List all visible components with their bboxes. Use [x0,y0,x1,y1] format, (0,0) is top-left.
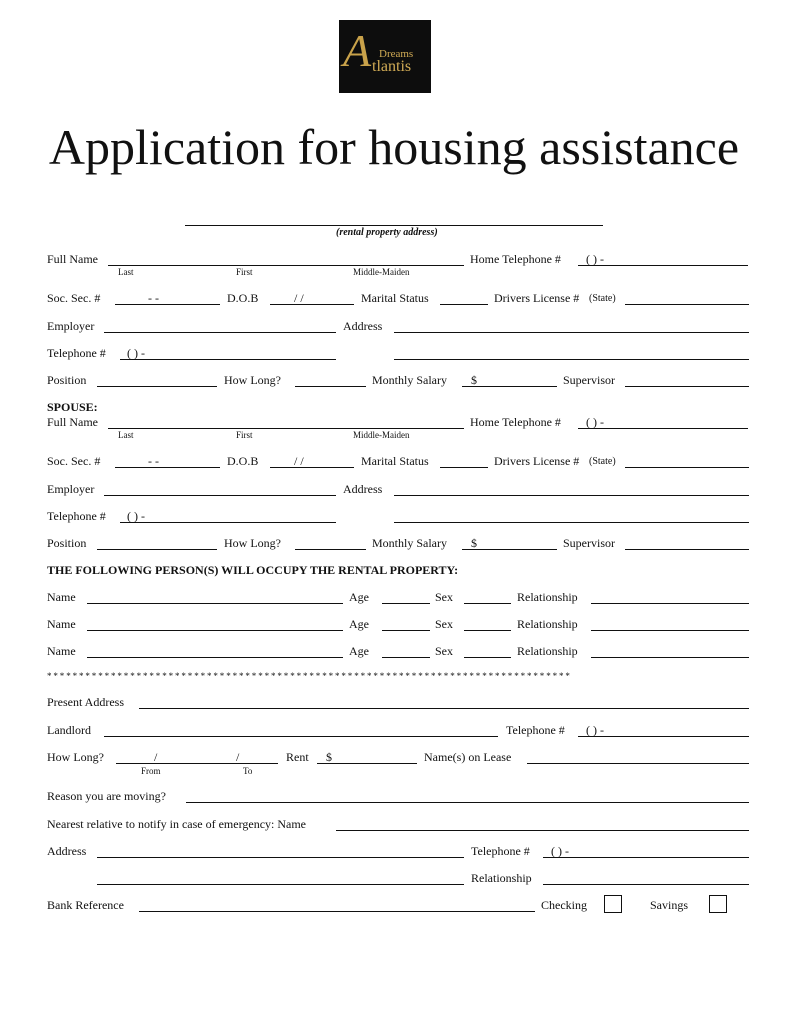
spouse-position-label: Position [47,536,87,550]
occupant-age-label: Age [349,644,369,658]
present-address-label: Present Address [47,695,124,709]
relative-address-label: Address [47,844,87,858]
checking-label: Checking [541,898,587,912]
spouse-dob-field[interactable] [270,467,354,468]
how-long-label: How Long? [224,373,281,387]
spouse-address-field[interactable] [394,495,749,496]
checking-checkbox[interactable] [604,895,622,913]
logo-dreams-text: Dreams [379,48,414,60]
bank-reference-field[interactable] [139,911,535,912]
reason-moving-field[interactable] [186,802,749,803]
to-slash: / [236,750,240,764]
landlord-telephone-label: Telephone # [506,723,565,737]
from-slash: / [154,750,158,764]
spouse-telephone-template: ( ) - [127,509,145,523]
dob-label: D.O.B [227,291,259,305]
savings-checkbox[interactable] [709,895,727,913]
occupant-sex-field[interactable] [464,603,511,604]
landlord-field[interactable] [104,736,498,737]
state-label: (State) [589,293,616,304]
rent-label: Rent [286,750,309,764]
address-label: Address [343,319,383,333]
monthly-salary-label: Monthly Salary [372,373,447,387]
spouse-first-sublabel: First [236,430,253,440]
telephone-field[interactable] [120,359,336,360]
landlord-label: Landlord [47,723,91,737]
address-line2-field[interactable] [394,359,749,360]
reason-moving-label: Reason you are moving? [47,789,166,803]
spouse-ssn-label: Soc. Sec. # [47,454,101,468]
relative-address-field[interactable] [97,857,464,858]
drivers-license-field[interactable] [625,304,749,305]
logo-atlantis-text: tlantis [372,58,412,75]
ssn-field[interactable] [115,304,220,305]
spouse-monthly-salary-label: Monthly Salary [372,536,447,550]
landlord-telephone-template: ( ) - [586,723,604,737]
occupant-name-label: Name [47,590,76,604]
spouse-middle-sublabel: Middle-Maiden [353,430,410,440]
company-logo [339,20,431,93]
ssn-label: Soc. Sec. # [47,291,101,305]
relative-relationship-label: Relationship [471,871,532,885]
occupant-age-field[interactable] [382,657,430,658]
relative-telephone-label: Telephone # [471,844,530,858]
position-field[interactable] [97,386,217,387]
last-sublabel: Last [118,267,134,277]
rental-address-caption: (rental property address) [336,227,438,238]
middle-sublabel: Middle-Maiden [353,267,410,277]
spouse-ssn-template: - - [148,454,159,468]
names-on-lease-field[interactable] [527,763,749,764]
spouse-marital-status-label: Marital Status [361,454,429,468]
names-on-lease-label: Name(s) on Lease [424,750,512,764]
full-name-field[interactable] [108,265,464,266]
supervisor-field[interactable] [625,386,749,387]
employer-field[interactable] [104,332,336,333]
occupant-name-field[interactable] [87,657,343,658]
spouse-how-long-field[interactable] [295,549,366,550]
spouse-drivers-license-field[interactable] [625,467,749,468]
dob-template: / / [294,291,304,305]
occupant-age-label: Age [349,590,369,604]
dollar-sign: $ [471,373,477,387]
rent-field[interactable] [317,763,417,764]
dob-field[interactable] [270,304,354,305]
occupant-relationship-field[interactable] [591,603,749,604]
first-sublabel: First [236,267,253,277]
spouse-how-long-label: How Long? [224,536,281,550]
telephone-template: ( ) - [127,346,145,360]
occupant-sex-label: Sex [435,644,453,658]
spouse-position-field[interactable] [97,549,217,550]
occupant-sex-field[interactable] [464,630,511,631]
occupants-heading: THE FOLLOWING PERSON(S) WILL OCCUPY THE RENTAL PROPERTY: [47,563,459,577]
occupant-age-label: Age [349,617,369,631]
position-label: Position [47,373,87,387]
spouse-telephone-label: Telephone # [47,509,106,523]
spouse-heading: SPOUSE: [47,400,98,414]
home-telephone-template: ( ) - [586,252,604,266]
spouse-supervisor-field[interactable] [625,549,749,550]
spouse-home-telephone-template: ( ) - [586,415,604,429]
spouse-dollar-sign: $ [471,536,477,550]
relative-address-line2-field[interactable] [97,884,464,885]
spouse-marital-status-field[interactable] [440,467,488,468]
occupant-sex-field[interactable] [464,657,511,658]
occupant-name-field[interactable] [87,603,343,604]
spouse-telephone-field[interactable] [120,522,336,523]
from-sublabel: From [141,766,161,776]
relative-telephone-template: ( ) - [551,844,569,858]
spouse-last-sublabel: Last [118,430,134,440]
address-field[interactable] [394,332,749,333]
spouse-dob-template: / / [294,454,304,468]
occupant-age-field[interactable] [382,603,430,604]
residence-how-long-field[interactable] [116,763,278,764]
spouse-employer-field[interactable] [104,495,336,496]
occupant-sex-label: Sex [435,590,453,604]
how-long-field[interactable] [295,386,366,387]
to-sublabel: To [243,766,253,776]
occupant-relationship-field[interactable] [591,630,749,631]
residence-how-long-label: How Long? [47,750,104,764]
present-address-field[interactable] [139,708,749,709]
spouse-state-label: (State) [589,456,616,467]
occupant-name-label: Name [47,644,76,658]
page-title: Application for housing assistance [48,119,740,175]
spouse-address-line2-field[interactable] [394,522,749,523]
spouse-employer-label: Employer [47,482,95,496]
occupant-age-field[interactable] [382,630,430,631]
spouse-ssn-field[interactable] [115,467,220,468]
spouse-supervisor-label: Supervisor [563,536,615,550]
occupant-name-field[interactable] [87,630,343,631]
home-telephone-label: Home Telephone # [470,252,561,266]
drivers-license-label: Drivers License # [494,291,580,305]
logo-mark: A [343,25,372,76]
nearest-relative-label: Nearest relative to notify in case of emergency: Name [47,817,307,831]
relative-telephone-field[interactable] [543,857,749,858]
employer-label: Employer [47,319,95,333]
occupant-sex-label: Sex [435,617,453,631]
spouse-drivers-license-label: Drivers License # [494,454,580,468]
spouse-full-name-field[interactable] [108,428,464,429]
spouse-address-label: Address [343,482,383,496]
bank-reference-label: Bank Reference [47,898,124,912]
rent-dollar-sign: $ [326,750,332,764]
spouse-home-telephone-label: Home Telephone # [470,415,561,429]
marital-status-field[interactable] [440,304,488,305]
occupant-relationship-field[interactable] [591,657,749,658]
spouse-dob-label: D.O.B [227,454,259,468]
supervisor-label: Supervisor [563,373,615,387]
occupant-relationship-label: Relationship [517,617,578,631]
star-separator: ********************************************************************************** [47,671,572,681]
occupant-relationship-label: Relationship [517,644,578,658]
telephone-label: Telephone # [47,346,106,360]
ssn-template: - - [148,291,159,305]
nearest-relative-field[interactable] [336,830,749,831]
full-name-label: Full Name [47,252,98,266]
spouse-full-name-label: Full Name [47,415,98,429]
occupant-relationship-label: Relationship [517,590,578,604]
relative-relationship-field[interactable] [543,884,749,885]
marital-status-label: Marital Status [361,291,429,305]
savings-label: Savings [650,898,689,912]
occupant-name-label: Name [47,617,76,631]
